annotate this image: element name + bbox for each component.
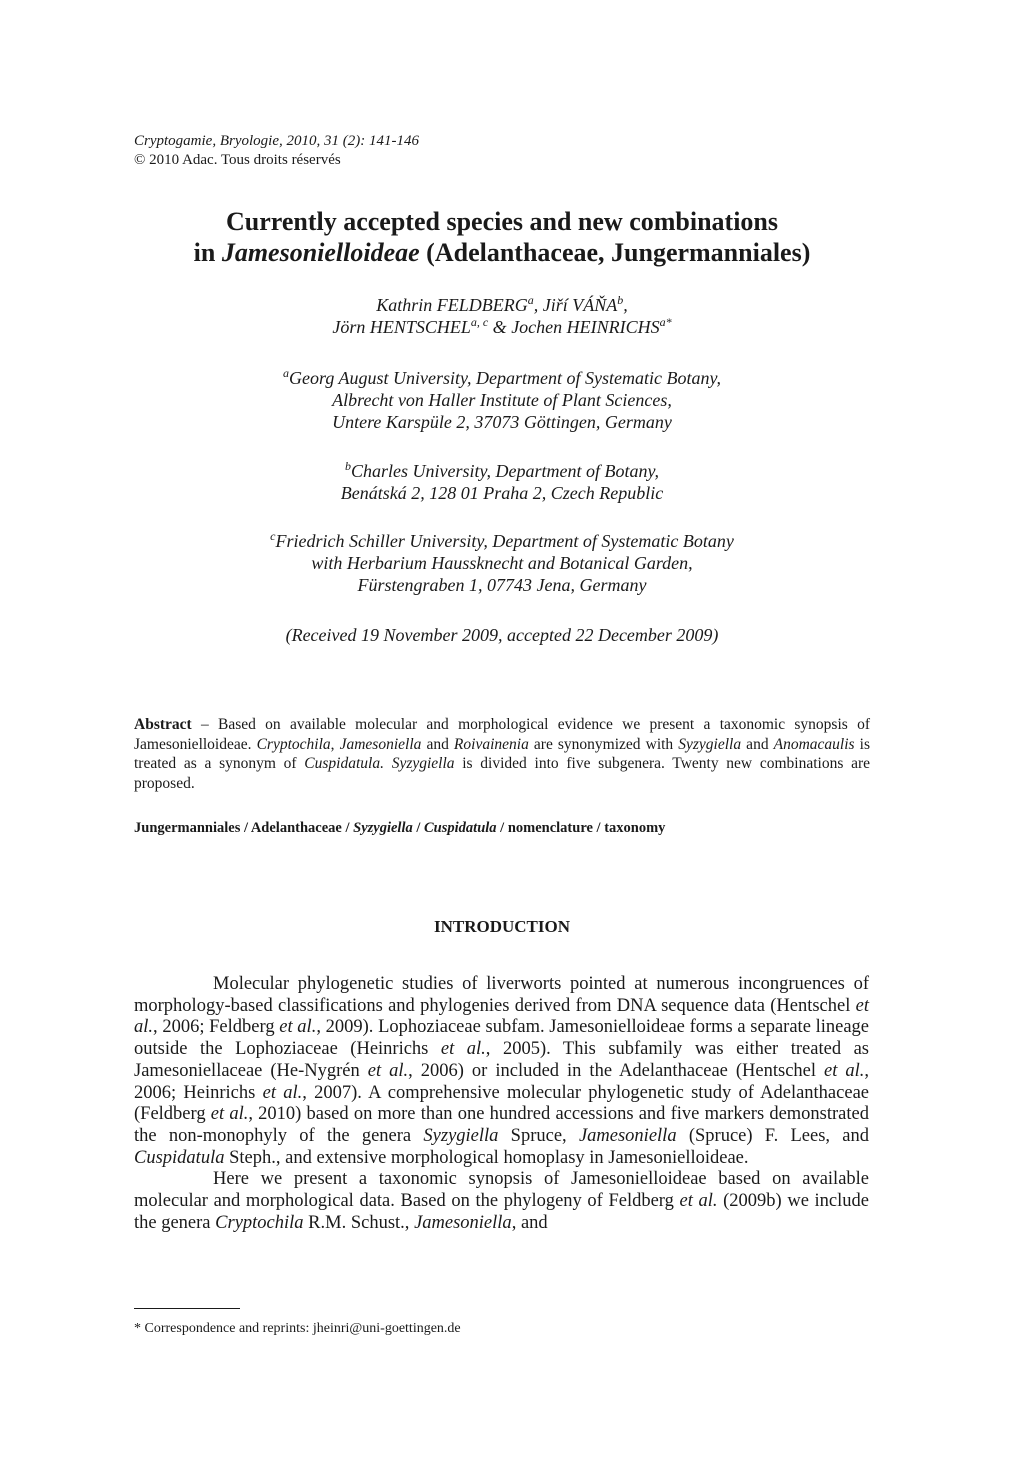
section-heading-introduction: INTRODUCTION bbox=[433, 917, 571, 936]
author-line-2: Jörn HENTSCHEL$^{a, c}$ & Jochen $HEINRICHS^{a*}$ bbox=[332, 315, 672, 337]
abstract-label: Abstract bbox=[134, 716, 192, 733]
footnote-correspondence: * Correspondence and reprints: jheinri@uni-goettingen.de bbox=[134, 1321, 461, 1336]
abstract: Abstract – Based on available molecular and morphological evidence we present a taxonomic synopsis of Jamesonielloideae. Cryptochila, Jamesoniella and Roivainenia are synonymized with Syzygiella and Anomacaulis is treated as a synonym of Cuspidatula. Syzygiella is divided into five subgenera. Twenty new combinations are proposed. bbox=[134, 716, 870, 792]
footnote-divider bbox=[134, 1308, 240, 1309]
journal-citation: Cryptogamie, Bryologie, 2010, 31 (2): 141-146 bbox=[134, 133, 419, 149]
keywords: Jungermanniales / Adelanthaceae / Syzygiella / Cuspidatula / nomenclature / taxonomy bbox=[134, 820, 666, 836]
intro-paragraph-1: Molecular phylogenetic studies of liverworts pointed at numerous incongruences of morphology-based classifications and phylogenies derived from DNA sequence data (Hentschel et al., 2006; Feldberg et al., 2009). Lophoziaceae subfam. Jamesonielloideae forms a separate lineage outside the Lophoziaceae (Heinrichs et al., 2005). This subfamily was either treated as Jamesoniellaceae (He-Nygrén et al., 2006) or included in the Adelanthaceae (Hentschel et al., 2006; Heinrichs et al., 2007). A comprehensive molecular phylogenetic study of Adelanthaceae (Feldberg et al., 2010) based on more than one hundred accessions and five markers demonstrated the non-monophyly of the genera Syzygiella Spruce, Jamesoniella (Spruce) F. Lees, and Cuspidatula Steph., and extensive morphological homoplasy in Jamesonielloideae. bbox=[134, 974, 870, 1168]
paper-title bbox=[100, 206, 904, 268]
copyright-notice: © 2010 Adac. Tous droits réservés bbox=[134, 152, 341, 168]
title-taxon: Jamesonielloideae bbox=[221, 238, 420, 267]
intro-paragraph-2: Here we present a taxonomic synopsis of Jamesonielloideae based on available molecular and morphological data. Based on the phylogeny of Feldberg et al. (2009b) we include the genera Cryptochila R.M. Schust., Jamesoniella, and bbox=[134, 1169, 869, 1233]
received-dates: (Received 19 November 2009, accepted 22 December 2009) bbox=[285, 625, 719, 645]
author-feldberg: Kathrin FELDBERG bbox=[376, 295, 528, 315]
author-hentschel: Jörn HENTSCHEL bbox=[332, 317, 471, 337]
journal-header bbox=[134, 132, 419, 170]
affiliation-c: $^c$Friedrich Schiller University, Department of Systematic Botany with Herbarium Haussknecht and Botanical Garden, Fürstengraben 1, 07743 Jena, Germany bbox=[270, 529, 734, 595]
title-line-2: in Jamesonielloideae (Adelanthaceae, Jungermanniales) bbox=[193, 238, 811, 267]
author-line-1: Kathrin FELDBERG$^a$, Jiří VÁŇA$^b$, bbox=[376, 293, 628, 315]
author-vana: Jiří VÁŇA bbox=[542, 295, 618, 315]
affiliation-b: $^b$Charles University, Department of Botany, Benátská 2, 128 01 Praha 2, Czech Republic bbox=[340, 459, 664, 503]
author-list bbox=[100, 294, 904, 338]
author-heinrichs: Jochen HEINRICHS bbox=[511, 317, 660, 337]
title-line-1: Currently accepted species and new combinations bbox=[225, 207, 778, 236]
affiliation-a: $^a$Georg August University, Department of Systematic Botany, Albrecht von Haller Institute of Plant Sciences, Untere Karspüle 2, 37073 Göttingen, Germany bbox=[283, 366, 721, 432]
introduction-body bbox=[134, 974, 869, 1234]
